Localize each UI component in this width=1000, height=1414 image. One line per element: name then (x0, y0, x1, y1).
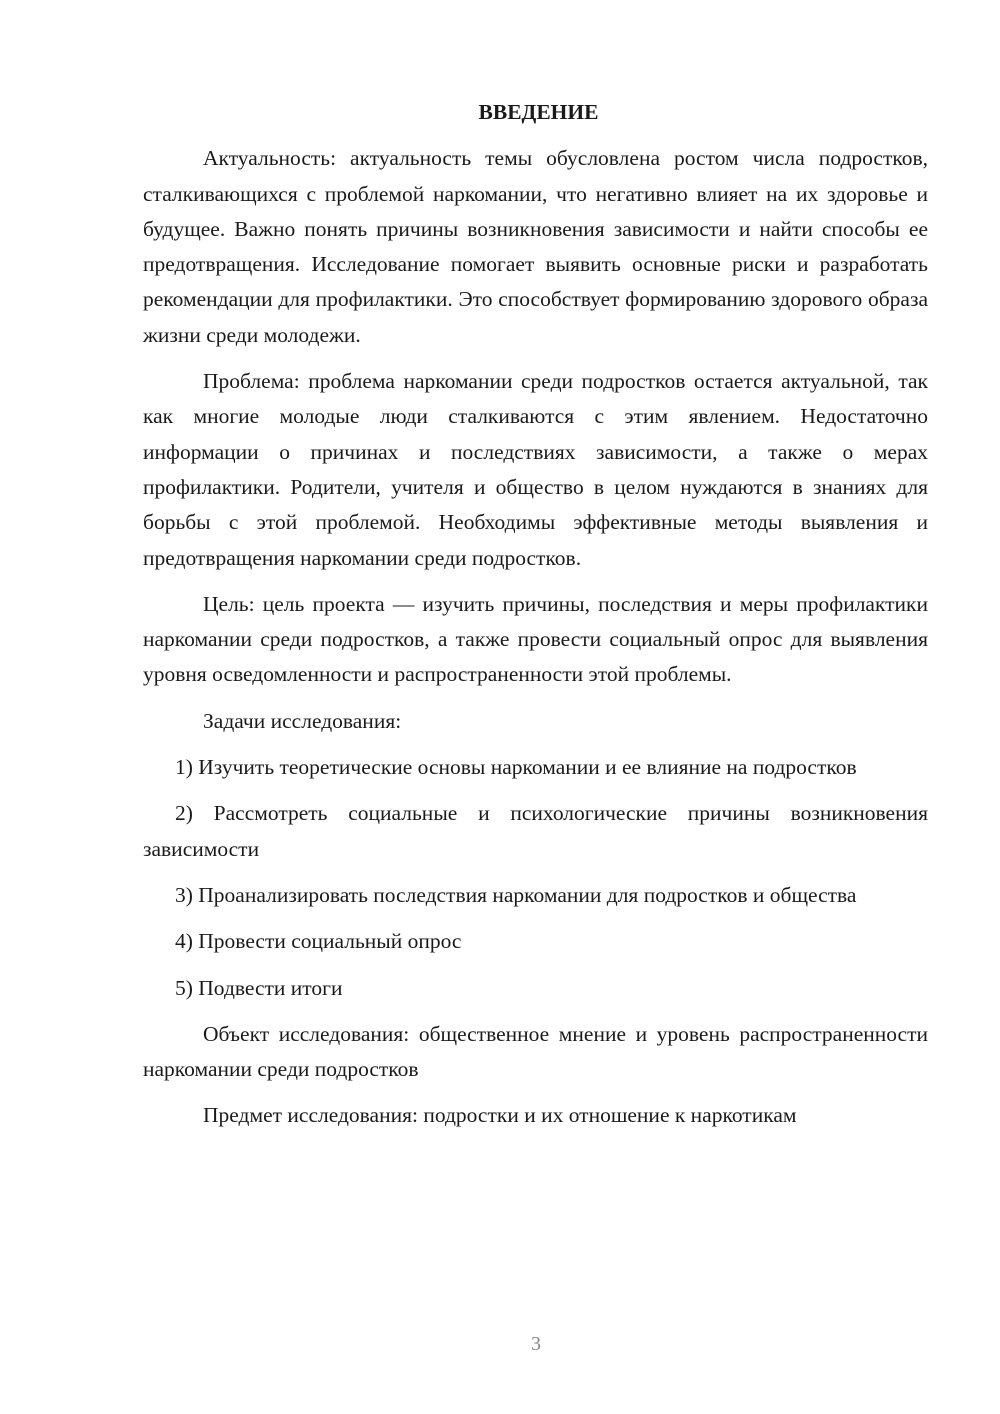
task-item-2: 2) Рассмотреть социальные и психологические причины возникновения зависимости (143, 801, 928, 861)
object-paragraph: Объект исследования: общественное мнение и уровень распространенности наркомании среди подростков (143, 1021, 928, 1082)
relevance-paragraph: Актуальность: актуальность темы обусловлена ростом числа подростков, сталкивающихся с проблемой наркомании, что негативно влияет на их здоровье и будущее. Важно понять причины возникновения зависимости и найти способы ее предотвращения. Исследование помогает выявить основные риски и разработать рекомендации для профилактики. Это способствует формированию здорового образа жизни среди молодежи. (143, 146, 928, 347)
subject-paragraph: Предмет исследования: подростки и их отношение к наркотикам (203, 1103, 797, 1128)
page-title: ВВЕДЕНИЕ (478, 100, 599, 124)
problem-paragraph: Проблема: проблема наркомании среди подростков остается актуальной, так как многие молодые люди сталкиваются с этим явлением. Недостаточно информации о причинах и последствиях зависимости, а также о мерах профилактики. Родители, учителя и общество в целом нуждаются в знаниях для борьбы с этой проблемой. Необходимы эффективные методы выявления и предотвращения наркомании среди подростков. (143, 369, 928, 570)
page-number: 3 (531, 1333, 541, 1355)
tasks-heading: Задачи исследования: (203, 708, 402, 733)
task-item-5: 5) Подвести итоги (175, 975, 343, 1000)
task-item-3: 3) Проанализировать последствия наркомании для подростков и общества (175, 882, 857, 907)
document-page (143, 95, 928, 1145)
task-item-4: 4) Провести социальный опрос (175, 929, 462, 954)
task-item-1: 1) Изучить теоретические основы наркомании и ее влияние на подростков (175, 755, 857, 780)
goal-paragraph: Цель: цель проекта — изучить причины, последствия и меры профилактики наркомании среди подростков, а также провести социальный опрос для выявления уровня осведомленности и распространенности этой проблемы. (143, 591, 928, 687)
